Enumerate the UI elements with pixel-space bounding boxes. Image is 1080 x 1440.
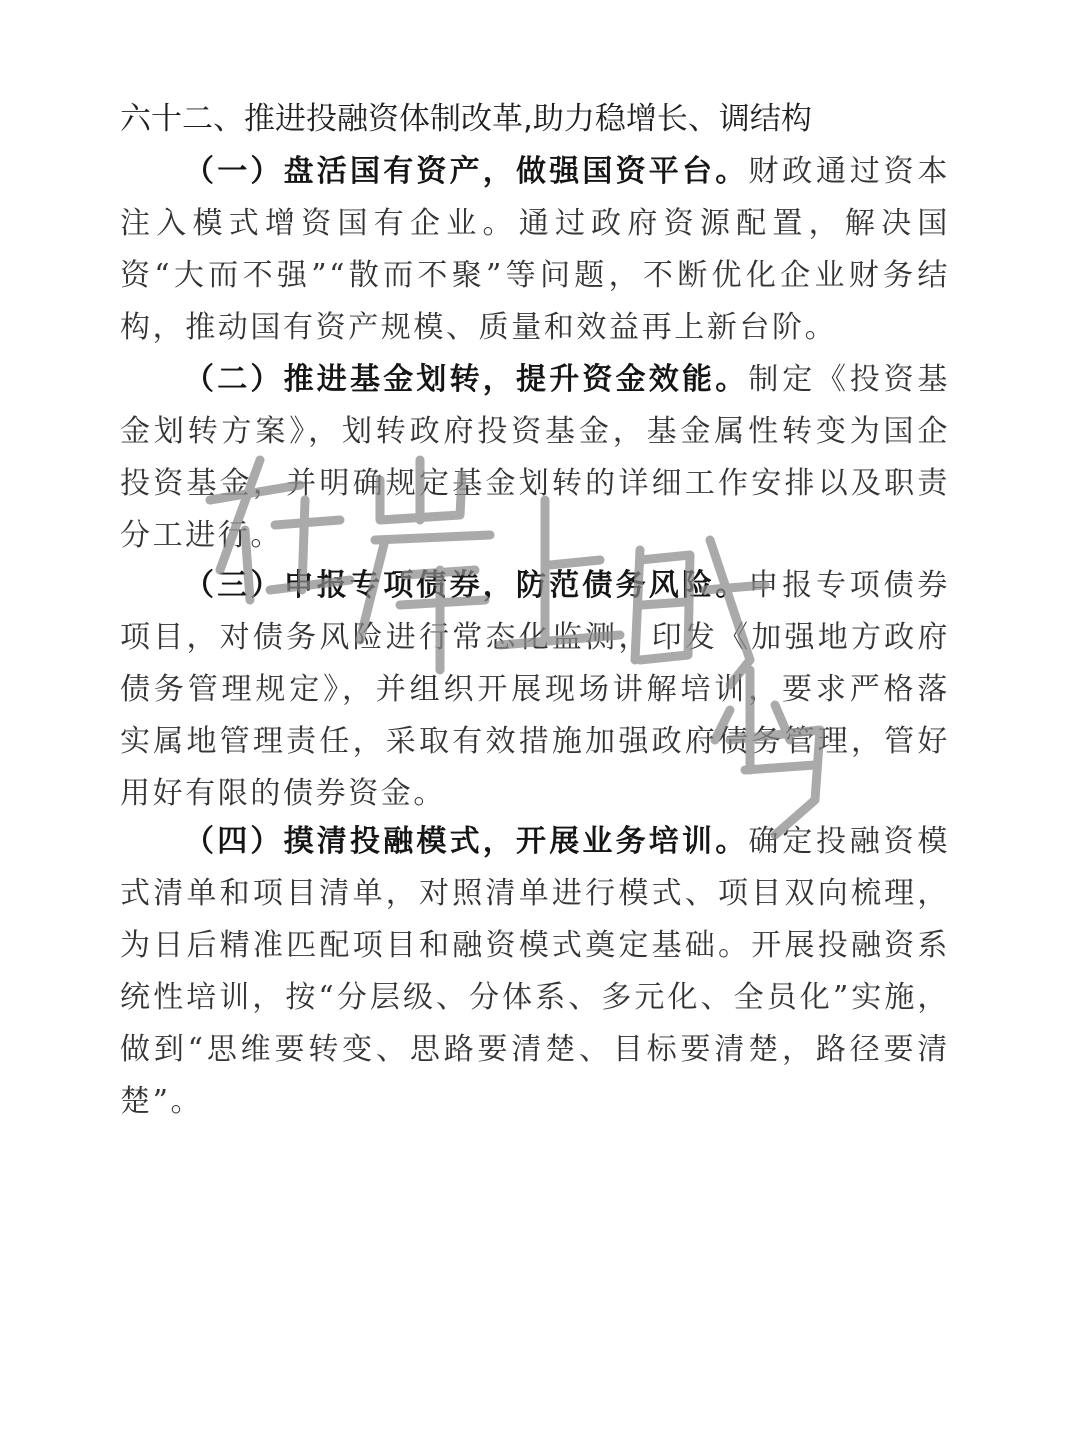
paragraph-2 — [120, 354, 950, 562]
section-heading: 六十二、推进投融资体制改革,助力稳增长、调结构 — [120, 101, 812, 137]
paragraph-3-body: 申报专项债券项目，对债务风险进行常态化监测，印发《加强地方政府债务管理规定》，并组织开展现场讲解培训，要求严格落实属地管理责任，采取有效措施加强政府债务管理，管好用好有限的债券资金。 — [120, 568, 951, 811]
paragraph-3 — [120, 560, 950, 820]
paragraph-1-body: 财政通过资本注入模式增资国有企业。通过政府资源配置，解决国资“大而不强”“散而不聚”等问题，不断优化企业财务结构，推动国有资产规模、质量和效益再上新台阶。 — [120, 154, 951, 345]
paragraph-4 — [120, 816, 950, 1128]
paragraph-1-lead: （一）盘活国有资产，做强国资平台。 — [184, 154, 749, 189]
paragraph-2-lead: （二）推进基金划转，提升资金效能。 — [184, 362, 749, 397]
paragraph-4-body: 确定投融资模式清单和项目清单，对照清单进行模式、项目双向梳理，为日后精准匹配项目和融资模式奠定基础。开展投融资系统性培训，按“分层级、分体系、多元化、全员化”实施，做到“思维要转变、思路要清楚、目标要清楚，路径要清楚”。 — [120, 824, 951, 1119]
paragraph-3-lead: （三）申报专项债券，防范债务风险。 — [184, 568, 749, 603]
paragraph-4-lead: （四）摸清投融模式，开展业务培训。 — [184, 824, 749, 859]
paragraph-2-body: 制定《投资基金划转方案》，划转政府投资基金，基金属性转变为国企投资基金，并明确规定基金划转的详细工作安排以及职责分工进行。 — [120, 362, 951, 553]
paragraph-1 — [120, 146, 950, 354]
